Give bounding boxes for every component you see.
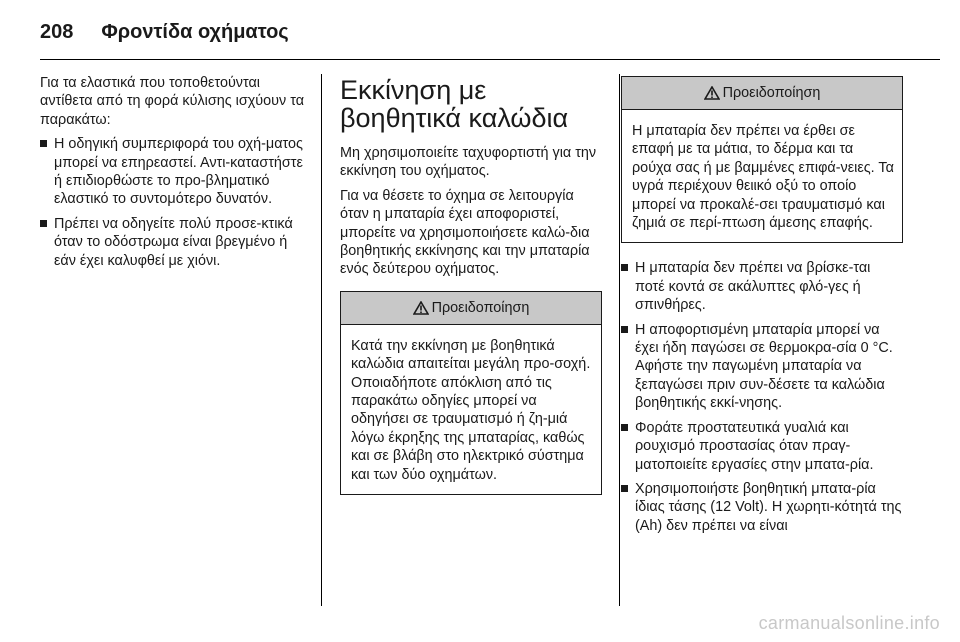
list-item [621,259,903,314]
section-title: Εκκίνηση με βοηθητικά καλώδια [340,75,569,133]
paragraph: Για να θέσετε το όχημα σε λειτουργία όταν η μπαταρία έχει αποφοριστεί, μπορείτε να χρησιμοποιήσετε καλώ-δια βοηθητικής εκκίνησης και την μπαταρία ενός δεύτερου οχήματος. [340,187,590,278]
column-3 [621,74,903,541]
paragraph: Μη χρησιμοποιείτε ταχυφορτιστή για την εκκίνηση του οχήματος. [340,145,597,180]
bullet-icon [621,485,628,492]
list-item [621,419,903,474]
column-2 [340,74,602,495]
column-divider [321,74,322,606]
warning-header [341,292,601,325]
warning-text: Η μπαταρία δεν πρέπει να έρθει σε επαφή με τα μάτια, το δέρμα και τα ρούχα σας ή με βαμμένες επιφά-νειες. Τα υγρά περιέχουν θειικό οξύ το οποίο μπορεί να προκαλέ-σει τραυματισμό και ζημιά σε περί-πτωση άμεσης επαφής. [632,123,894,232]
header-rule [40,59,940,60]
list-item-text: Η μπαταρία δεν πρέπει να βρίσκε-ται ποτέ κοντά σε ακάλυπτες φλό-γες ή σπινθήρες. [635,260,871,314]
list-item-text: Φοράτε προστατευτικά γυαλιά και ρουχισμό προστασίας όταν πραγ-ματοποιείτε εργασίες στην μπατα-ρία. [635,419,874,473]
warning-box [340,291,602,495]
list-item-text: Πρέπει να οδηγείτε πολύ προσε-κτικά όταν το οδόστρωμα είναι βρεγμένο ή εάν έχει καλυφθεί με χιόνι. [54,215,293,269]
bullet-list [40,135,308,270]
list-item [40,215,308,270]
warning-box [621,76,903,243]
page-title: Φροντίδα οχήματος [101,20,289,43]
bullet-icon [621,264,628,271]
list-item [621,321,903,413]
list-item-text: Χρησιμοποιήστε βοηθητική μπατα-ρία ίδιας τάσης (12 Volt). Η χωρητι-κότητά της (Ah) δεν πρέπει να είναι [635,480,902,534]
warning-title: Προειδοποίηση [722,84,821,101]
warning-triangle-icon [413,301,429,315]
column-1 [40,74,308,276]
bullet-list [621,259,903,535]
bullet-icon [40,140,47,147]
bullet-icon [621,326,628,333]
list-item [40,135,308,209]
list-item-text: Η οδηγική συμπεριφορά του οχή-ματος μπορεί να επηρεαστεί. Αντι-καταστήστε ή επιδιορθώστε το προ-βληματικό ελαστικό το συντομότερο δυνατόν. [54,136,303,208]
list-item-text: Η αποφορτισμένη μπαταρία μπορεί να έχει ήδη παγώσει σε θερμοκρα-σία 0 °C. Αφήστε την παγωμένη μπαταρία να ξεπαγώσει πριν συν-δέσετε τα καλώδια βοηθητικής εκκί-νησης. [635,321,893,412]
page-number: 208 [40,20,74,43]
column-divider [619,74,620,606]
list-item [621,480,903,535]
intro-paragraph: Για τα ελαστικά που τοποθετούνται αντίθετα από τη φορά κύλισης ισχύουν τα παρακάτω: [40,75,305,128]
watermark: carmanualsonline.info [758,613,940,633]
page-header [40,14,289,50]
warning-text: Κατά την εκκίνηση με βοηθητικά καλώδια απαιτείται μεγάλη προ-σοχή. Οποιαδήποτε απόκλιση από τις παρακάτω οδηγίες μπορεί να οδηγήσει σε τραυματισμό ή ζη-μιά λόγω έκρηξης της μπαταρίας, καθώς και σε βλάβη στο ηλεκτρικό σύστημα και των δύο οχημάτων. [351,337,591,483]
warning-header [622,77,902,110]
warning-triangle-icon [704,86,720,100]
warning-title: Προειδοποίηση [431,299,530,316]
bullet-icon [40,220,47,227]
bullet-icon [621,424,628,431]
